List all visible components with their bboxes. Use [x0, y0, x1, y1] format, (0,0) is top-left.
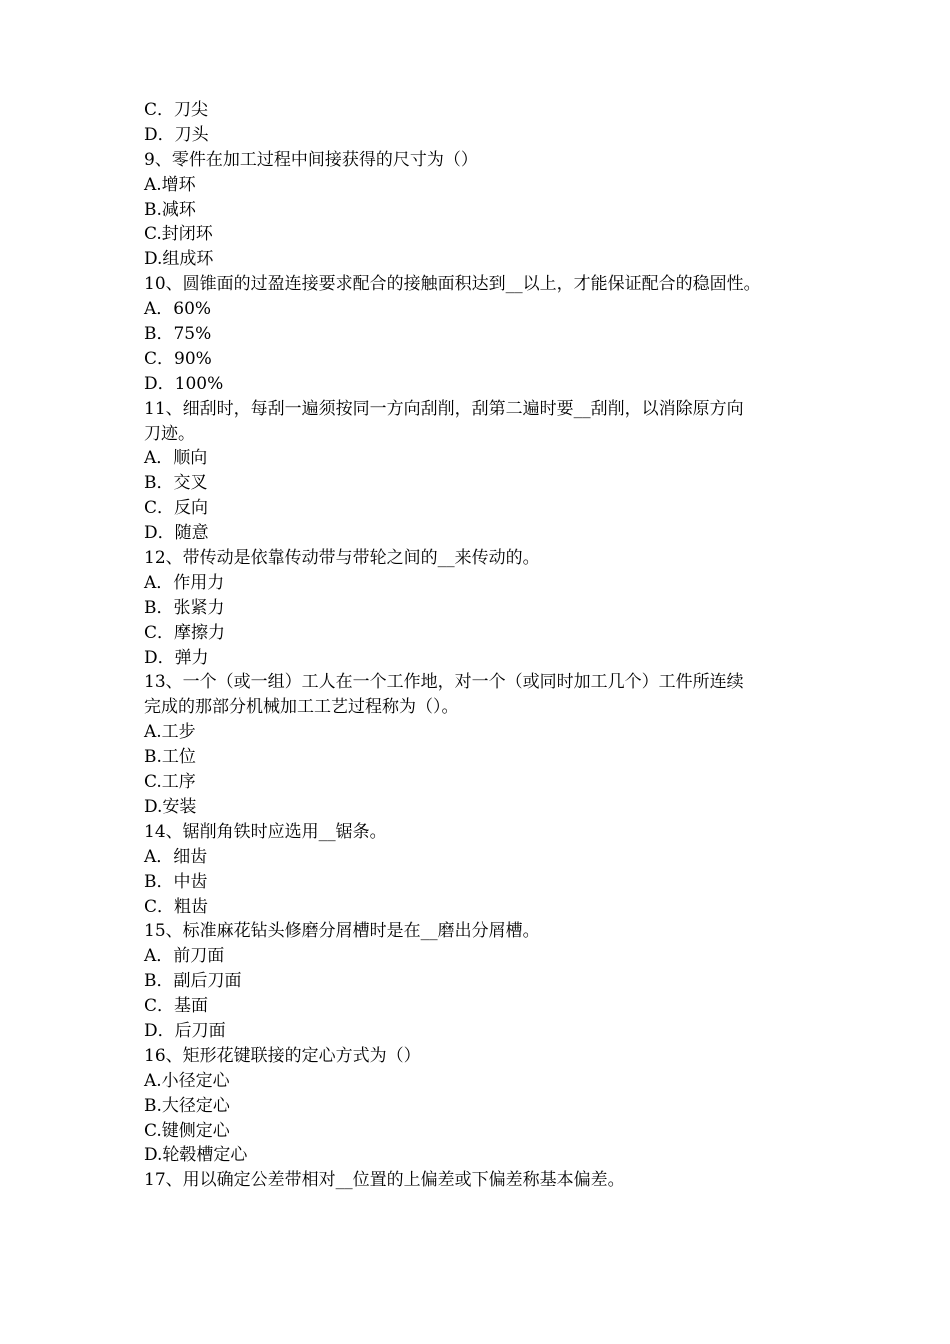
text-line: C．反向	[144, 498, 209, 519]
text-line: 14、锯削角铁时应选用__锯条。	[144, 821, 387, 842]
text-line: 13、一个（或一组）工人在一个工作地，对一个（或同时加工几个）工件所连续	[144, 672, 744, 693]
text-line: C.封闭环	[144, 224, 213, 245]
text-line: 16、矩形花键联接的定心方式为（）	[144, 1045, 421, 1066]
text-line: A．作用力	[144, 572, 225, 593]
text-line: 10、圆锥面的过盈连接要求配合的接触面积达到__以上，才能保证配合的稳固性。	[144, 274, 761, 295]
text-line: C.工序	[144, 772, 196, 793]
text-line: C．粗齿	[144, 896, 209, 917]
text-line: D.安装	[144, 796, 197, 817]
text-line: 17、用以确定公差带相对__位置的上偏差或下偏差称基本偏差。	[144, 1170, 625, 1191]
text-line: 刀迹。	[144, 423, 195, 444]
text-line: B．副后刀面	[144, 971, 242, 992]
text-line: B.工位	[144, 747, 196, 768]
text-line: A.工步	[144, 722, 196, 743]
text-line: C．刀尖	[144, 100, 209, 120]
text-line: B．中齿	[144, 871, 208, 892]
text-line: A．60%	[144, 299, 212, 320]
text-line: C．基面	[144, 996, 209, 1017]
text-line: A.小径定心	[144, 1070, 230, 1091]
text-line: B．75%	[144, 324, 212, 345]
text-line: B．交叉	[144, 473, 208, 494]
text-line: A．顺向	[144, 448, 208, 469]
text-line: 11、细刮时，每刮一遍须按同一方向刮削，刮第二遍时要__刮削，以消除原方向	[144, 398, 744, 419]
text-line: 完成的那部分机械加工工艺过程称为（）。	[144, 697, 459, 718]
text-line: D．弹力	[144, 647, 209, 668]
text-line: D.组成环	[144, 249, 214, 270]
text-line: D．刀头	[144, 124, 209, 145]
text-line: A．细齿	[144, 846, 208, 867]
text-line: C．摩擦力	[144, 622, 226, 643]
text-line: D．后刀面	[144, 1020, 226, 1041]
text-line: D.轮毂槽定心	[144, 1145, 248, 1166]
text-line: A．前刀面	[144, 946, 225, 967]
text-line: A.增环	[144, 174, 196, 195]
text-line: 15、标准麻花钻头修磨分屑槽时是在__磨出分屑槽。	[144, 921, 540, 942]
text-line: D．100%	[144, 373, 224, 394]
text-line: C.键侧定心	[144, 1120, 230, 1141]
text-line: D．随意	[144, 523, 209, 544]
document-body	[144, 98, 824, 1193]
text-line: 12、带传动是依靠传动带与带轮之间的__来传动的。	[144, 548, 540, 569]
text-line: B．张紧力	[144, 597, 225, 618]
text-line: C．90%	[144, 348, 212, 369]
text-line: B.大径定心	[144, 1095, 230, 1116]
text-line: 9、零件在加工过程中间接获得的尺寸为（）	[144, 149, 478, 170]
text-line: B.减环	[144, 199, 196, 220]
